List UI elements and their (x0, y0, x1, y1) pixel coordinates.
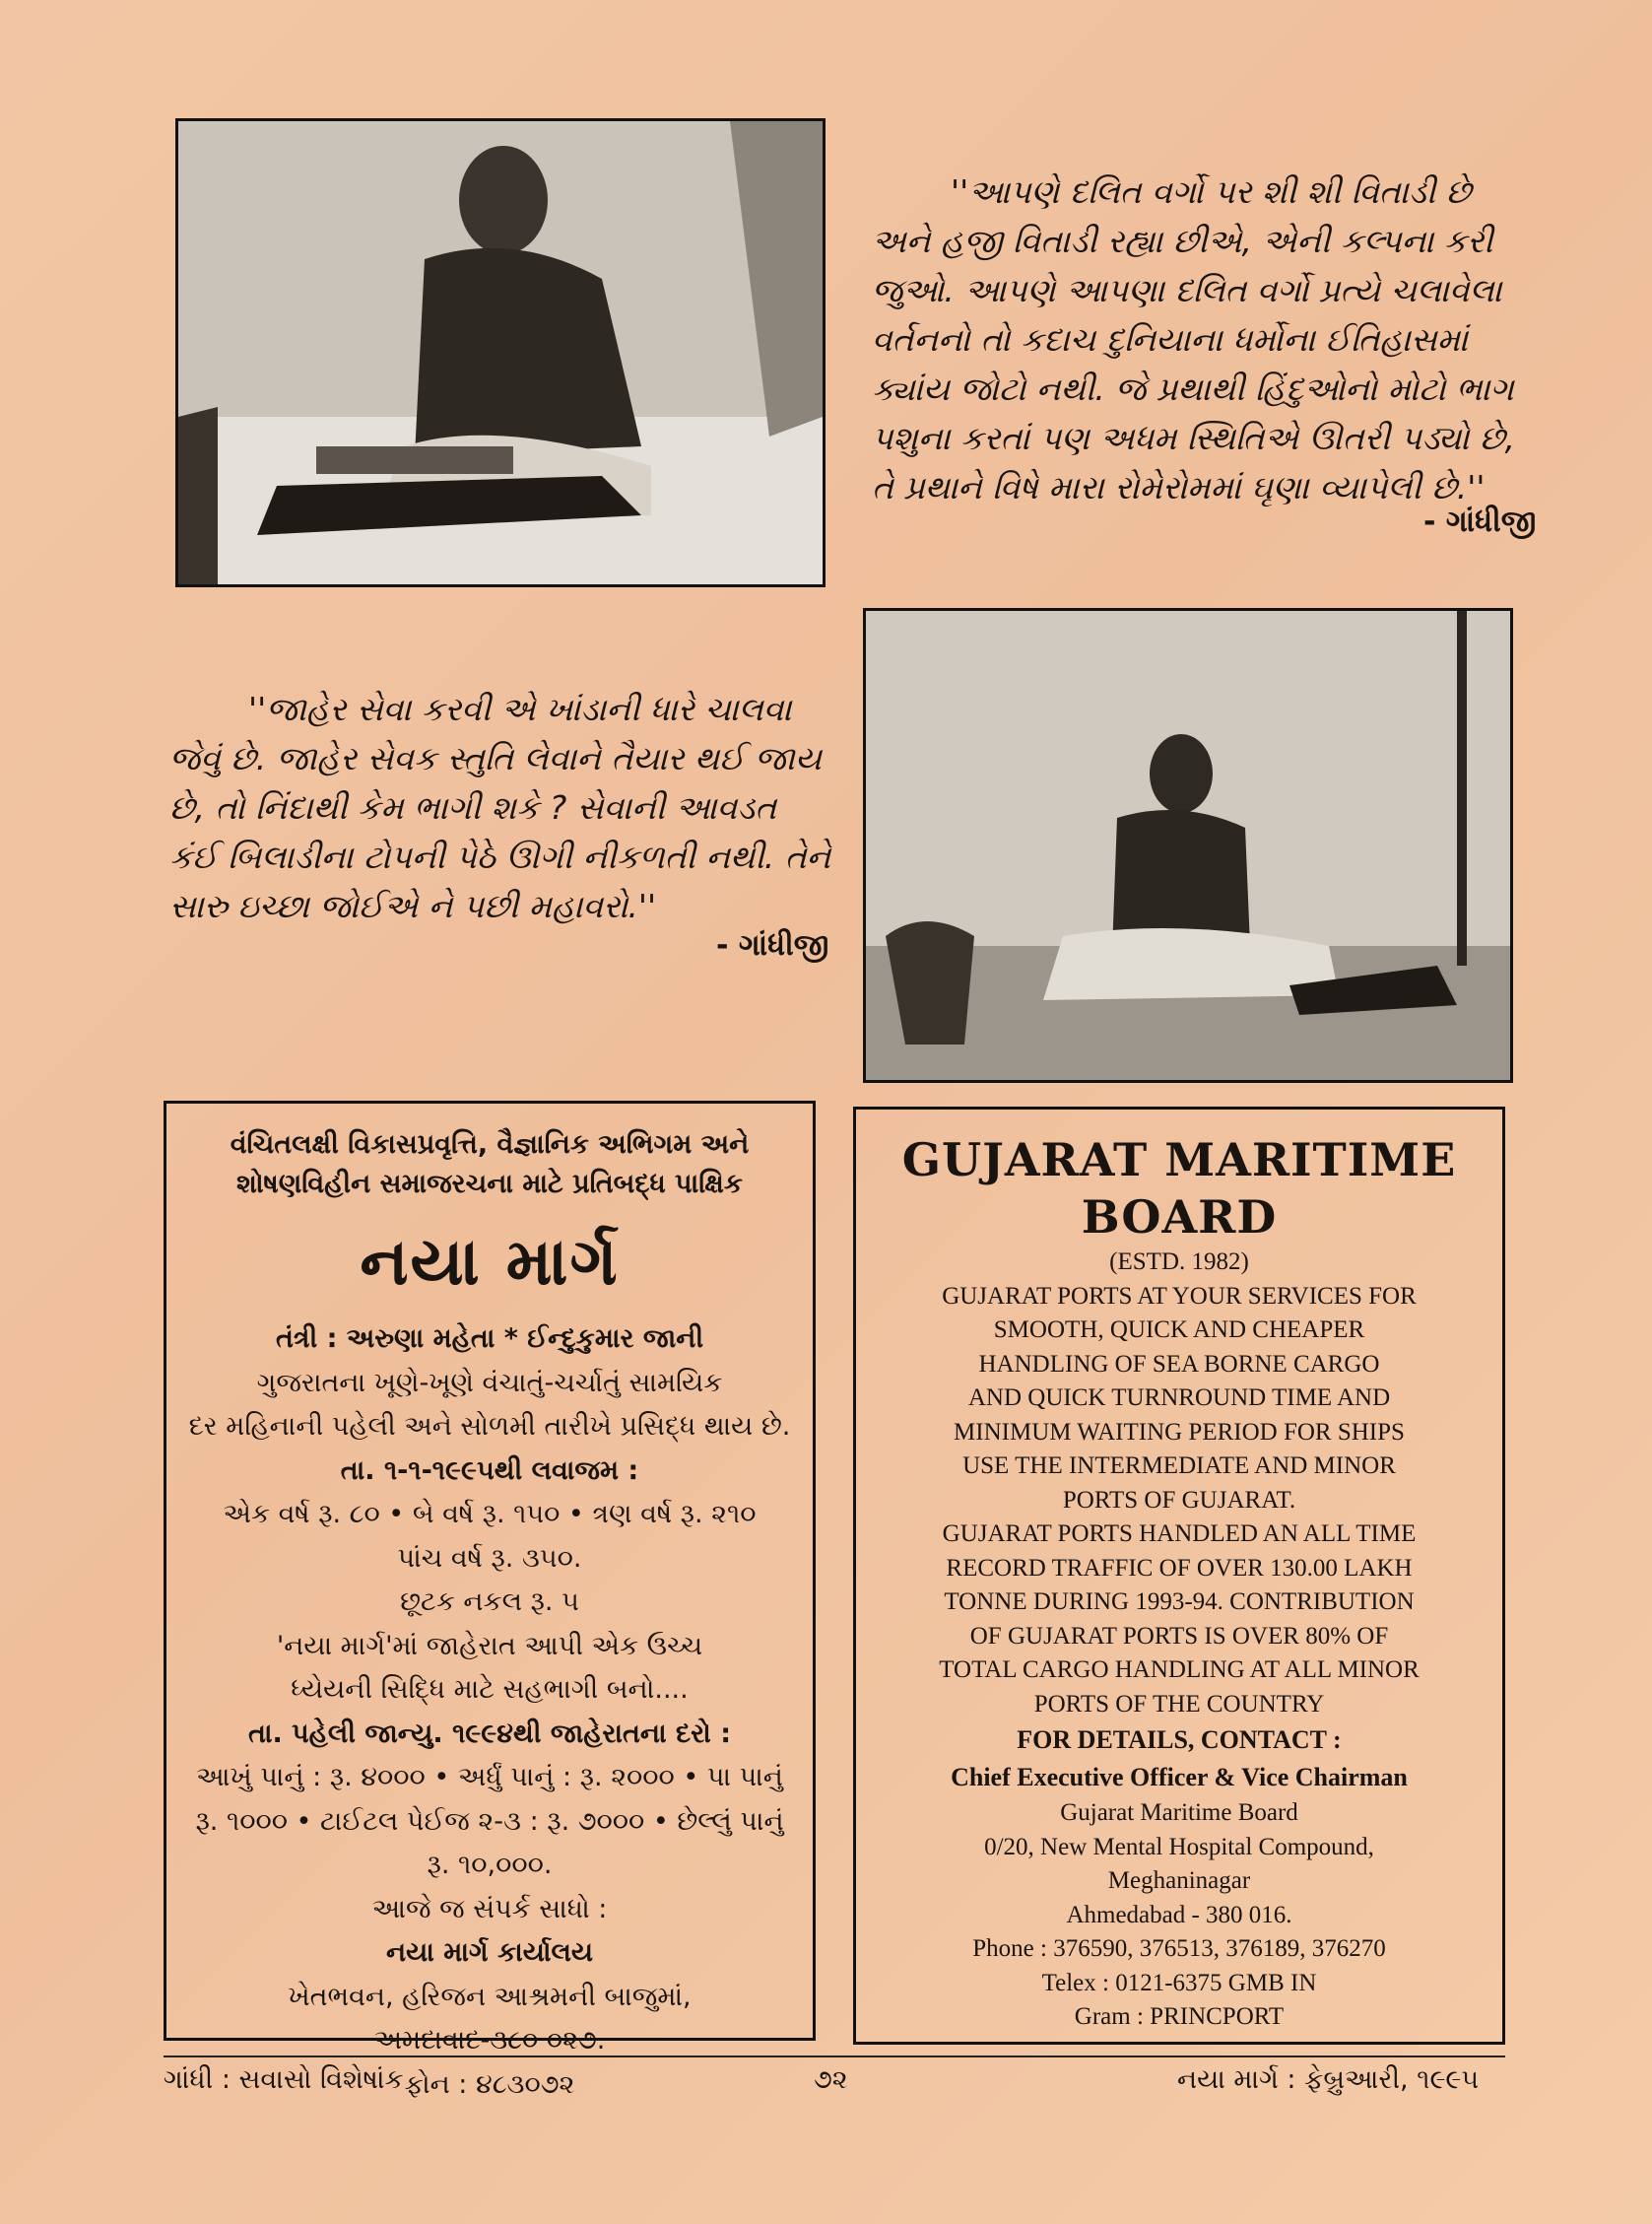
naya-marg-ad-rates-2: રૂ. ૧૦૦૦ • ટાઈટલ પેઈજ ૨-૩ : રૂ. ૭૦૦૦ • છેલ્લું પાનું (195, 1805, 784, 1837)
footer-rule (164, 2056, 1505, 2057)
quote-public-service-text: ''જાહેર સેવા કરવી એ ખાંડાની ધારે ચાલવા જેવું છે. જાહેર સેવક સ્તુતિ લેવાને તૈયાર થઈ જાય છે, તો નિંદાથી કેમ ભાગી શકે ? સેવાની આવડત કંઈ બિલાડીના ટોપની પેઠે ઊગી નીકળતી નથી. તેને સારુ ઇચ્છા જોઈએ ને પછી મહાવરો.'' (169, 690, 831, 925)
quote-dalit-classes-signature: - ગાંધીજી (1423, 505, 1537, 539)
naya-marg-phone: ફોન : ૪૮૩૦૭૨ (404, 2068, 575, 2100)
footer-issue-title: ગાંધી : સવાસો વિશેષાંક (164, 2064, 404, 2095)
gmb-body-line: AND QUICK TURNROUND TIME AND (967, 1384, 1391, 1411)
gmb-body-line: TOTAL CARGO HANDLING AT ALL MINOR (939, 1656, 1420, 1683)
gmb-telex: Telex : 0121-6375 GMB IN (1041, 1969, 1317, 1996)
gmb-contact-title: Chief Executive Officer & Vice Chairman (951, 1763, 1408, 1791)
naya-marg-tagline-1: વંચિતલક્ષી વિકાસપ્રવૃત્તિ, વૈજ્ઞાનિક અભિગમ અને (230, 1129, 750, 1160)
gmb-title-2: BOARD (1081, 1190, 1278, 1244)
naya-marg-appeal-2: ધ્યેયની સિદ્ધિ માટે સહભાગી બનો.... (291, 1674, 689, 1705)
gmb-body-line: HANDLING OF SEA BORNE CARGO (978, 1350, 1380, 1378)
gmb-details-heading: FOR DETAILS, CONTACT : (1017, 1725, 1342, 1754)
photo-gandhi-spinning (863, 608, 1513, 1083)
naya-marg-appeal-1: 'નયા માર્ગ'માં જાહેરાત આપી એક ઉચ્ચ (276, 1630, 703, 1661)
naya-marg-tagline-2: શોષણવિહીન સમાજરચના માટે પ્રતિબદ્ધ પાક્ષિક (236, 1169, 743, 1199)
naya-marg-contact-call: આજે જ સંપર્ક સાધો : (371, 1893, 608, 1924)
gmb-phone: Phone : 376590, 376513, 376189, 376270 (972, 1935, 1386, 1962)
gmb-address-line: Gujarat Maritime Board (1060, 1799, 1298, 1826)
naya-marg-subscription-2: પાંચ વર્ષ રૂ. ૩૫૦. (397, 1542, 582, 1574)
photo-gandhi-reading (175, 118, 826, 587)
naya-marg-address-1: ખેતભવન, હરિજન આશ્રમની બાજુમાં, (288, 1981, 692, 2012)
naya-marg-ad-rates-3: રૂ. ૧૦,૦૦૦. (427, 1850, 553, 1880)
naya-marg-single-copy: છૂટક નકલ રૂ. ૫ (400, 1586, 579, 1617)
gmb-address-line: Ahmedabad - 380 016. (1066, 1901, 1292, 1928)
gmb-body-line: GUJARAT PORTS AT YOUR SERVICES FOR (942, 1282, 1417, 1310)
photo-gandhi-reading-image (178, 121, 823, 584)
page-number: ૭૨ (814, 2064, 848, 2095)
gmb-address-line: Meghaninagar (1107, 1867, 1251, 1894)
gmb-address-line: 0/20, New Mental Hospital Compound, (984, 1833, 1374, 1860)
gmb-body-line: MINIMUM WAITING PERIOD FOR SHIPS (954, 1418, 1405, 1446)
gmb-title-1: GUJARAT MARITIME (901, 1133, 1457, 1186)
naya-marg-ad-rates-heading: તા. પહેલી જાન્યુ. ૧૯૯૪થી જાહેરાતના દરો : (247, 1718, 732, 1749)
naya-marg-subscription-heading: તા. ૧-૧-૧૯૯૫થી લવાજમ : (340, 1454, 639, 1486)
gmb-body-line: PORTS OF GUJARAT. (1062, 1486, 1296, 1514)
gmb-body-line: PORTS OF THE COUNTRY (1033, 1690, 1325, 1718)
quote-public-service-signature: - ગાંધીજી (716, 928, 829, 963)
gmb-body-line: OF GUJARAT PORTS IS OVER 80% OF (969, 1622, 1389, 1650)
gmb-body-line: TONNE DURING 1993-94. CONTRIBUTION (944, 1588, 1415, 1615)
naya-marg-address-2: અમદાવાદ-૩૮૦ ૦૨૭. (373, 2025, 606, 2056)
naya-marg-title: નયા માર્ગ (360, 1224, 620, 1300)
naya-marg-subscription-1: એક વર્ષ રૂ. ૮૦ • બે વર્ષ રૂ. ૧૫૦ • ત્રણ વર્ષ રૂ. ૨૧૦ (223, 1499, 757, 1529)
gmb-estd: (ESTD. 1982) (1109, 1248, 1249, 1275)
naya-marg-ad-rates-1: આખું પાનું : રૂ. ૪૦૦૦ • અર્ધું પાનું : રૂ. ૨૦૦૦ • પા પાનું (196, 1762, 783, 1792)
quote-dalit-classes (872, 168, 1532, 512)
photo-gandhi-spinning-image (866, 611, 1510, 1080)
gmb-gram: Gram : PRINCPORT (1074, 2003, 1285, 2030)
footer-magazine-date: નયા માર્ગ : ફેબ્રુઆરી, ૧૯૯૫ (1177, 2064, 1480, 2095)
naya-marg-line-2: દર મહિનાની પહેલી અને સોળમી તારીખે પ્રસિદ્ધ થાય છે. (188, 1411, 791, 1442)
gmb-ad (853, 1107, 1505, 2045)
gmb-body-line: SMOOTH, QUICK AND CHEAPER (993, 1316, 1365, 1343)
naya-marg-office: નયા માર્ગ કાર્યાલય (386, 1937, 593, 1968)
gmb-body-line: RECORD TRAFFIC OF OVER 130.00 LAKH (946, 1554, 1413, 1582)
gmb-body-line: USE THE INTERMEDIATE AND MINOR (962, 1452, 1396, 1479)
naya-marg-line-1: ગુજરાતના ખૂણે-ખૂણે વંચાતું-ચર્ચાતું સામયિક (256, 1367, 723, 1398)
quote-public-service (169, 685, 831, 931)
gmb-body-line: GUJARAT PORTS HANDLED AN ALL TIME (942, 1520, 1417, 1547)
quote-dalit-classes-text: ''આપણે દલિત વર્ગો પર શી શી વિતાડી છે અને હજી વિતાડી રહ્યા છીએ, એની કલ્પના કરી જુઓ. આપણે આપણા દલિત વર્ગો પ્રત્યે ચલાવેલા વર્તનનો તો કદાચ દુનિયાના ધર્મોના ઈતિહાસમાં ક્યાંય જોટો નથી. જે પ્રથાથી હિંદુઓનો મોટો ભાગ પશુના કરતાં પણ અધમ સ્થિતિએ ઊતરી પડ્યો છે, તે પ્રથાને વિષે મારા રોમેરોમમાં ઘૃણા વ્યાપેલી છે.'' (872, 172, 1516, 506)
naya-marg-editors: તંત્રી : અરુણા મહેતા * ઈન્દુકુમાર જાની (275, 1323, 704, 1354)
